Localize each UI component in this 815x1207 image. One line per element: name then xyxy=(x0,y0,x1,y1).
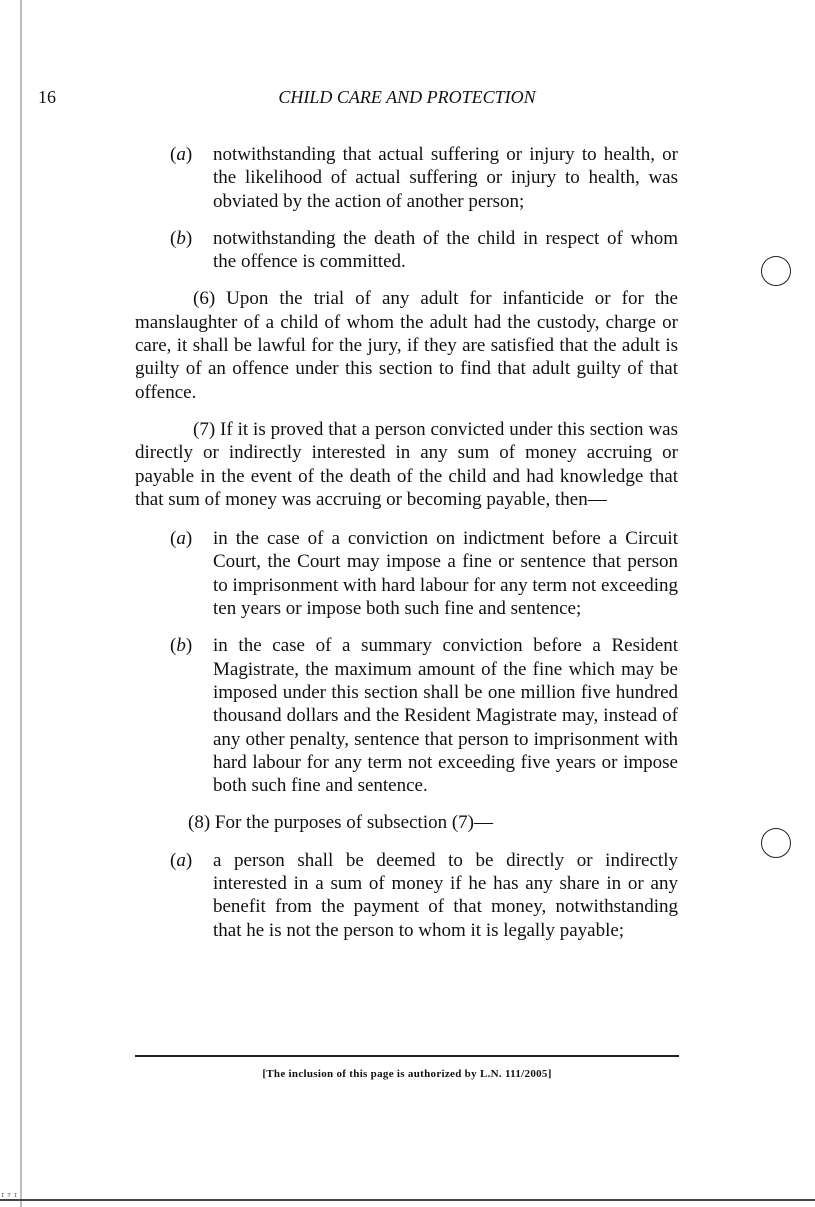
punch-hole-icon xyxy=(761,256,791,286)
scan-page-edge-bottom xyxy=(0,1199,815,1201)
item-text: notwithstanding that actual suffering or injury to health, or the likelihood of actual suffering or injury to health, was obviated by the action of another person; xyxy=(213,144,678,212)
item-text: notwithstanding the death of the child in respect of whom the offence is committed. xyxy=(213,227,678,273)
item-label: (a) xyxy=(170,849,193,871)
item-label: (b) xyxy=(170,227,193,249)
item-label: (a) xyxy=(170,144,193,165)
running-header-title: CHILD CARE AND PROTECTION xyxy=(278,87,536,107)
item-text: in the case of a summary conviction before a Resident Magistrate, the maximum amount of the fine which may be imposed under this section shall be one million five hundred thousand dollars and the Resident Magistrate may, instead of any other penalty, sentence that person to imprisonment with hard labour for any term not exceeding five years or impose both such fine and sentence. xyxy=(213,635,678,797)
item-text: a person shall be deemed to be directly or indirectly interested in a sum of money if he has any share in or any benefit from the payment of that money, notwithstanding that he is not the person to whom it is legally payable; xyxy=(213,849,678,941)
item-label: (b) xyxy=(170,635,193,657)
subsection-8: (8) For the purposes of subsection (7)— xyxy=(188,812,494,834)
item-label: (a) xyxy=(170,528,193,550)
footer-authorization-note: [The inclusion of this page is authorized by L.N. 111/2005] xyxy=(262,1068,552,1080)
scan-page-edge-left xyxy=(20,0,22,1207)
item-text: in the case of a conviction on indictment before a Circuit Court, the Court may impose a fine or sentence that person to imprisonment with hard labour for any term not exceeding ten years or impose both such fine and sentence; xyxy=(213,528,678,620)
footer-divider xyxy=(135,1055,679,1057)
list-item-b xyxy=(135,634,678,797)
list-item-a xyxy=(135,143,678,213)
document-body xyxy=(135,143,678,956)
list-item-a xyxy=(135,527,678,620)
punch-hole-icon xyxy=(761,828,791,858)
subsection-7: (7) If it is proved that a person convicted under this section was directly or indirectly interested in any sum of money accruing or payable in the event of the death of the child and had knowledge that that sum of money was accruing or becoming payable, then— xyxy=(135,418,678,510)
page-number: 16 xyxy=(38,87,56,107)
subsection-6: (6) Upon the trial of any adult for infanticide or for the manslaughter of a child of whom the adult had the custody, charge or care, it shall be lawful for the jury, if they are satisfied that the adult is guilty of an offence under this section to find that adult guilty of that offence. xyxy=(135,288,678,403)
scan-tick-marks: ᴵᵀᴵ xyxy=(0,1193,20,1203)
list-item-a xyxy=(135,849,678,942)
list-item-b xyxy=(135,227,678,274)
